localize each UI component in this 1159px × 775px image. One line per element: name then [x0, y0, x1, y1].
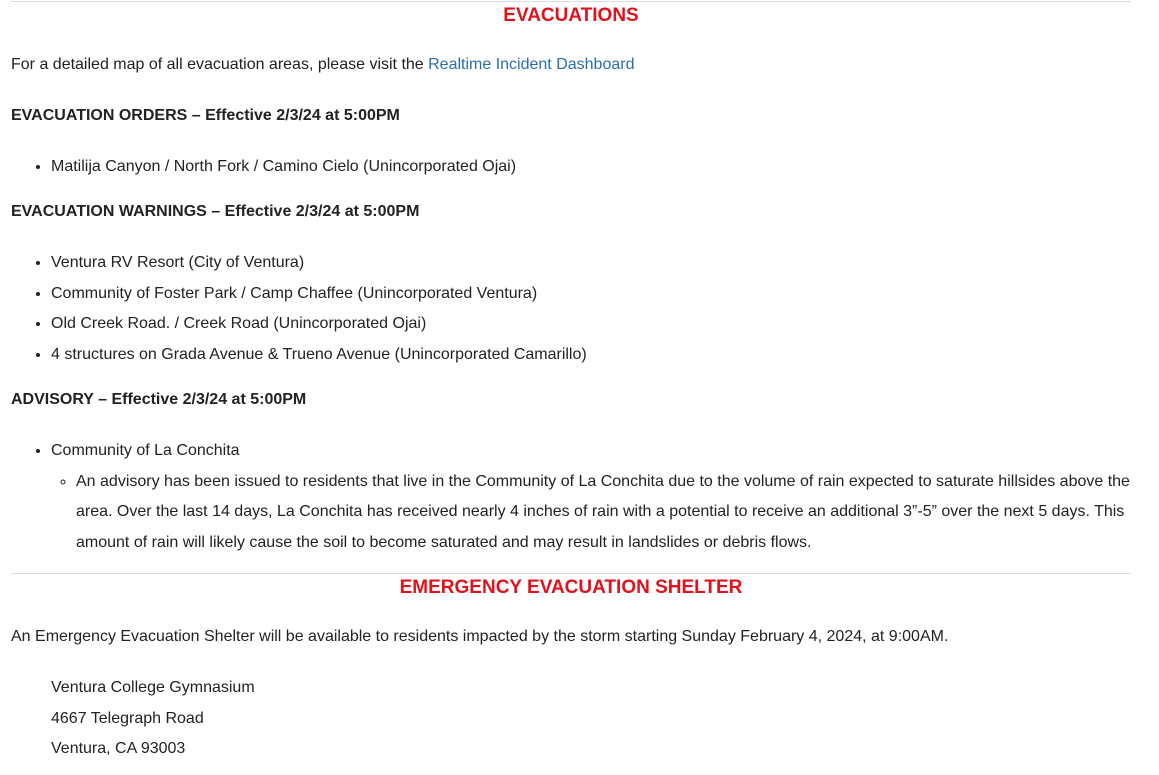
- shelter-location-name: Ventura College Gymnasium: [51, 679, 255, 696]
- advisory-sublist: [51, 467, 1131, 559]
- evacuations-title: EVACUATIONS: [503, 5, 639, 26]
- evacuation-orders-heading: EVACUATION ORDERS – Effective 2/3/24 at 5:00PM: [11, 107, 400, 124]
- evacuation-warnings-list: [11, 248, 1131, 371]
- intro-text: For a detailed map of all evacuation areas, please visit the: [11, 56, 429, 73]
- list-item: [51, 436, 1131, 559]
- evacuation-orders-list: [11, 152, 1131, 183]
- emergency-shelter-title: EMERGENCY EVACUATION SHELTER: [399, 577, 743, 598]
- shelter-address: [51, 673, 255, 765]
- realtime-incident-dashboard-link[interactable]: Realtime Incident Dashboard: [428, 56, 635, 73]
- list-item: • 4 structures on Grada Avenue & Trueno Avenue (Unincorporated Camarillo): [51, 340, 1131, 371]
- advisory-item-label: Community of La Conchita: [51, 442, 240, 459]
- list-item: • Ventura RV Resort (City of Ventura): [51, 248, 1131, 279]
- advisory-list: [11, 436, 1131, 559]
- advisory-heading: ADVISORY – Effective 2/3/24 at 5:00PM: [11, 391, 307, 408]
- shelter-city: Ventura, CA 93003: [51, 740, 186, 757]
- evacuation-warnings-heading: EVACUATION WARNINGS – Effective 2/3/24 at 5:00PM: [11, 203, 420, 220]
- list-item: • Matilija Canyon / North Fork / Camino Cielo (Unincorporated Ojai): [51, 152, 1131, 183]
- shelter-intro: An Emergency Evacuation Shelter will be available to residents impacted by the storm starting Sunday February 4, 2024, at 9:00AM.: [11, 628, 949, 645]
- shelter-street: 4667 Telegraph Road: [51, 709, 204, 727]
- evacuation-map-intro: [11, 52, 634, 78]
- list-item: • Community of Foster Park / Camp Chaffee (Unincorporated Ventura): [51, 279, 1131, 310]
- advisory-detail: ◦ An advisory has been issued to residents that live in the Community of La Conchita due to the volume of rain expected to saturate hillsides above the area. Over the last 14 days, La Conchita has received nearly 4 inches of rain with a potential to receive an additional 3”-5” over the next 5 days. This amount of rain will likely cause the soil to become saturated and may result in landslides or debris flows.: [76, 467, 1131, 559]
- list-item: • Old Creek Road. / Creek Road (Unincorporated Ojai): [51, 309, 1131, 340]
